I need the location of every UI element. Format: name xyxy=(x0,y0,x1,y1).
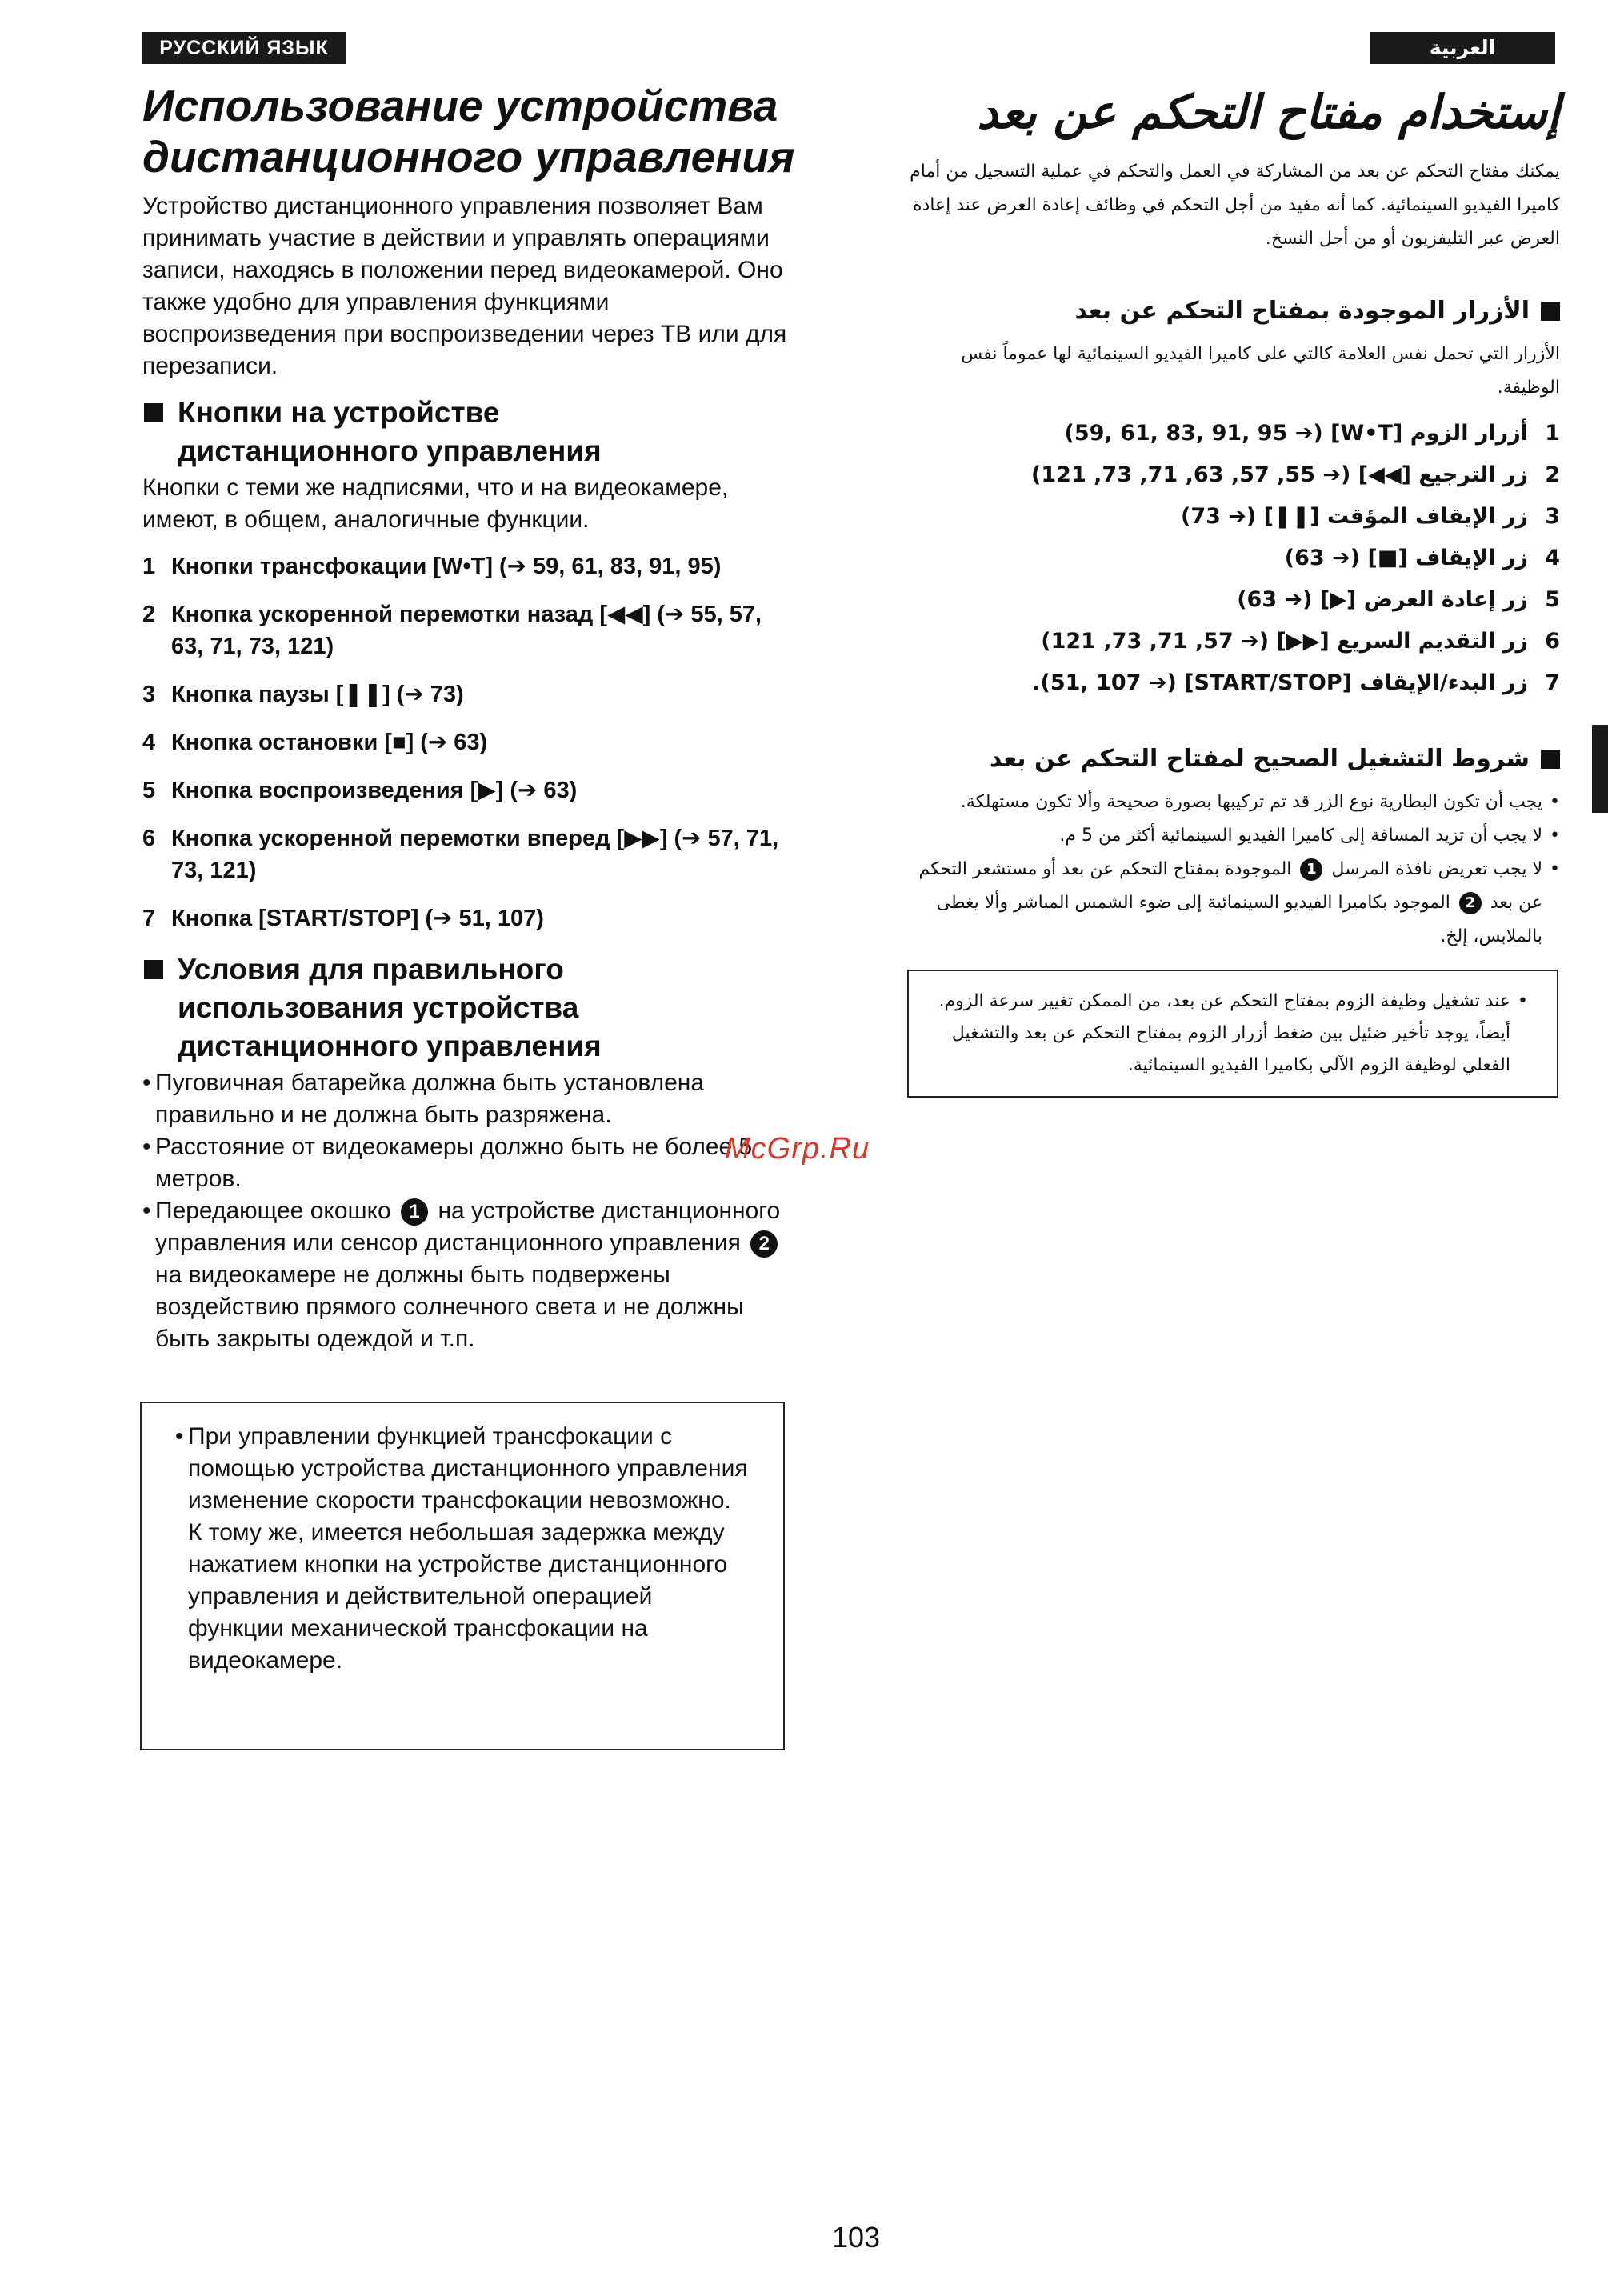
language-tab-arabic: العربية xyxy=(1370,32,1555,64)
heading-line: Кнопки на устройстве xyxy=(178,396,500,429)
item-text: Кнопка ускоренной перемотки назад [◀◀] (➔ 55, 57, 63, 71, 73, 121) xyxy=(171,602,762,659)
heading-text: الأزرار الموجودة بمفتاح التحكم عن بعد xyxy=(1074,297,1530,325)
item-text xyxy=(904,853,1542,954)
circled-number-icon: 2 xyxy=(1459,892,1482,914)
list-item xyxy=(142,1131,800,1195)
list-item xyxy=(142,678,800,710)
list-item xyxy=(142,1195,800,1355)
text-fragment: Передающее окошко xyxy=(155,1198,391,1224)
list-item xyxy=(142,902,800,934)
item-text xyxy=(155,1195,800,1355)
item-text: Кнопка ускоренной перемотки вперед [▶▶] (➔ 57, 71, 73, 121) xyxy=(171,826,779,883)
conditions-list-arabic xyxy=(904,786,1560,954)
intro-paragraph-arabic: يمكنك مفتاح التحكم عن بعد من المشاركة في العمل والتحكم في عملية التسجيل من أمام كاميرا الفيديو السينمائية. كما أنه مفيد من أجل التحكم في وظائف إعادة العرض عند إعادة العرض عبر التليفزيون أو من أجل النسخ. xyxy=(910,162,1560,249)
square-bullet-icon xyxy=(1541,750,1560,769)
item-text: أزرار الزوم [W•T] (➔ 59, 61, 83, 91, 95) xyxy=(1064,421,1528,446)
list-item xyxy=(175,1421,751,1677)
list-item xyxy=(142,550,800,582)
item-text: يجب أن تكون البطارية نوع الزر قد تم تركيبها بصورة صحيحة وألا تكون مستهلكة. xyxy=(960,792,1542,812)
page-number: 103 xyxy=(832,2221,881,2254)
item-number: 2 xyxy=(142,602,156,627)
note-box-arabic xyxy=(907,970,1558,1098)
item-number: 7 xyxy=(142,906,156,931)
list-item xyxy=(142,774,800,806)
text-fragment: الموجود بكاميرا الفيديو السينمائية إلى ضوء الشمس المباشر وألا يغطى بالملابس، إلخ. xyxy=(936,893,1542,946)
section-heading-buttons-arabic xyxy=(904,291,1560,331)
item-number: 6 xyxy=(142,826,156,851)
item-number: 5 xyxy=(1545,587,1560,612)
list-item xyxy=(904,786,1560,819)
buttons-list-arabic xyxy=(904,413,1560,704)
circled-number-icon: 1 xyxy=(1300,858,1322,881)
note-list xyxy=(175,1421,751,1677)
item-text: زر الترجيع [◀◀] (➔ 55, 57, 63, 71, 73, 121) xyxy=(1031,462,1528,487)
item-number: 3 xyxy=(142,682,156,707)
buttons-intro: Кнопки с теми же надписями, что и на видеокамере, имеют, в общем, аналогичные функции. xyxy=(142,474,729,533)
list-item xyxy=(142,1067,800,1131)
item-text: زر التقديم السريع [▶▶] (➔ 57, 71, 73, 121) xyxy=(1041,629,1528,654)
bullet-dot-icon: • xyxy=(142,1134,151,1160)
circled-number-icon: 2 xyxy=(750,1230,778,1258)
arabic-column xyxy=(904,80,1560,954)
item-number: 4 xyxy=(142,730,156,755)
item-text: Пуговичная батарейка должна быть установлена правильно и не должна быть разряжена. xyxy=(155,1070,705,1128)
page-title xyxy=(142,80,800,182)
note-text: عند تشغيل وظيفة الزوم بمفتاح التحكم عن بعد، من الممكن تغيير سرعة الزوم. أيضاً، يوجد تأخير ضئيل بين ضغط أزرار الزوم بمفتاح التحكم عن بعد والتشغيل الفعلي لوظيفة الزوم الآلي بكاميرا الفيديو السينمائية. xyxy=(938,991,1510,1075)
list-item xyxy=(904,496,1560,538)
item-text: Кнопка остановки [■] (➔ 63) xyxy=(171,730,488,755)
note-box-russian xyxy=(140,1402,785,1750)
item-text: زر الإيقاف المؤقت [❚❚] (➔ 73) xyxy=(1180,504,1528,529)
section-heading-conditions-arabic xyxy=(904,739,1560,779)
list-item xyxy=(142,598,800,662)
text-fragment: الموجودة بمفتاح التحكم عن بعد أو مستشعر التحكم عن بعد xyxy=(918,859,1542,913)
note-text: При управлении функцией трансфокации с помощью устройства дистанционного управления изменение скорости трансфокации невозможно. К тому же, имеется небольшая задержка между нажатием кнопки на устройстве дистанционного управления и действительной операцией функции механической трансфокации на видеокамере. xyxy=(188,1423,748,1674)
conditions-list xyxy=(142,1067,800,1355)
bullet-dot-icon: • xyxy=(142,1070,151,1096)
circled-number-icon: 1 xyxy=(401,1198,428,1226)
heading-text: شروط التشغيل الصحيح لمفتاح التحكم عن بعد xyxy=(989,745,1530,773)
item-number: 7 xyxy=(1545,670,1560,695)
item-number: 6 xyxy=(1545,629,1560,654)
buttons-intro-arabic: الأزرار التي تحمل نفس العلامة كالتي على كاميرا الفيديو السينمائية لها عموماً نفس الوظيفة. xyxy=(961,344,1560,398)
list-item xyxy=(142,822,800,886)
watermark: McGrp.Ru xyxy=(725,1132,870,1166)
bullet-dot-icon: • xyxy=(1550,826,1560,846)
bullet-dot-icon: • xyxy=(1550,792,1560,812)
section-heading-buttons xyxy=(142,394,800,470)
bullet-dot-icon: • xyxy=(175,1423,184,1450)
list-item xyxy=(904,579,1560,621)
list-item xyxy=(904,819,1560,853)
list-item xyxy=(142,726,800,758)
square-bullet-icon xyxy=(144,960,163,979)
list-item xyxy=(938,986,1528,1082)
item-number: 2 xyxy=(1545,462,1560,487)
item-number: 4 xyxy=(1545,546,1560,570)
list-item xyxy=(904,413,1560,454)
item-text: Кнопки трансфокации [W•T] (➔ 59, 61, 83, 91, 95) xyxy=(171,554,722,579)
list-item xyxy=(904,538,1560,579)
item-text: Кнопка паузы [❚❚] (➔ 73) xyxy=(171,682,464,707)
item-text: Кнопка [START/STOP] (➔ 51, 107) xyxy=(171,906,544,931)
item-number: 5 xyxy=(142,778,156,803)
heading-line: дистанционного управления xyxy=(178,1030,602,1062)
section-heading-conditions xyxy=(142,950,800,1066)
item-text: زر البدء/الإيقاف [START/STOP] (➔ 51, 107). xyxy=(1032,670,1528,695)
item-text: زر الإيقاف [■] (➔ 63) xyxy=(1284,546,1528,570)
square-bullet-icon xyxy=(1541,302,1560,321)
item-text: Кнопка воспроизведения [▶] (➔ 63) xyxy=(171,778,578,803)
item-text: Расстояние от видеокамеры должно быть не более 5 метров. xyxy=(155,1134,753,1192)
square-bullet-icon xyxy=(144,403,163,422)
language-tab-russian: РУССКИЙ ЯЗЫК xyxy=(142,32,346,64)
item-text: لا يجب أن تزيد المسافة إلى كاميرا الفيديو السينمائية أكثر من 5 م. xyxy=(1059,826,1542,846)
intro-paragraph: Устройство дистанционного управления позволяет Вам принимать участие в действии и управлять операциями записи, находясь в положении перед видеокамерой. Оно также удобно для управления функциями воспроизведения при воспроизведении через ТВ или для перезаписи. xyxy=(142,193,787,379)
title-line: Использование устройства xyxy=(142,81,778,130)
russian-column xyxy=(142,80,800,1355)
bullet-dot-icon: • xyxy=(1550,859,1560,879)
list-item xyxy=(904,621,1560,662)
page-title-arabic: إستخدام مفتاح التحكم عن بعد xyxy=(977,85,1560,139)
list-item xyxy=(904,454,1560,496)
item-number: 1 xyxy=(1545,421,1560,446)
title-line: дистанционного управления xyxy=(142,132,795,182)
item-number: 1 xyxy=(142,554,156,579)
bullet-dot-icon: • xyxy=(142,1198,151,1224)
bullet-dot-icon: • xyxy=(1518,991,1528,1011)
item-number: 3 xyxy=(1545,504,1560,529)
text-fragment: на видеокамере не должны быть подвержены воздействию прямого солнечного света и не должны быть закрыты одеждой и т.п. xyxy=(155,1262,744,1352)
section-edge-marker xyxy=(1592,725,1608,813)
buttons-list xyxy=(142,550,800,934)
heading-line: дистанционного управления xyxy=(178,434,602,467)
list-item xyxy=(904,662,1560,704)
text-fragment: لا يجب تعريض نافذة المرسل xyxy=(1331,859,1542,879)
note-list-arabic xyxy=(938,986,1528,1082)
list-item xyxy=(904,853,1560,954)
heading-line: Условия для правильного xyxy=(178,953,564,986)
text-fragment: на устройстве дистанционного управления или сенсор дистанционного управления xyxy=(155,1198,781,1256)
heading-line: использования устройства xyxy=(178,991,579,1024)
item-text: زر إعادة العرض [▶] (➔ 63) xyxy=(1237,587,1528,612)
